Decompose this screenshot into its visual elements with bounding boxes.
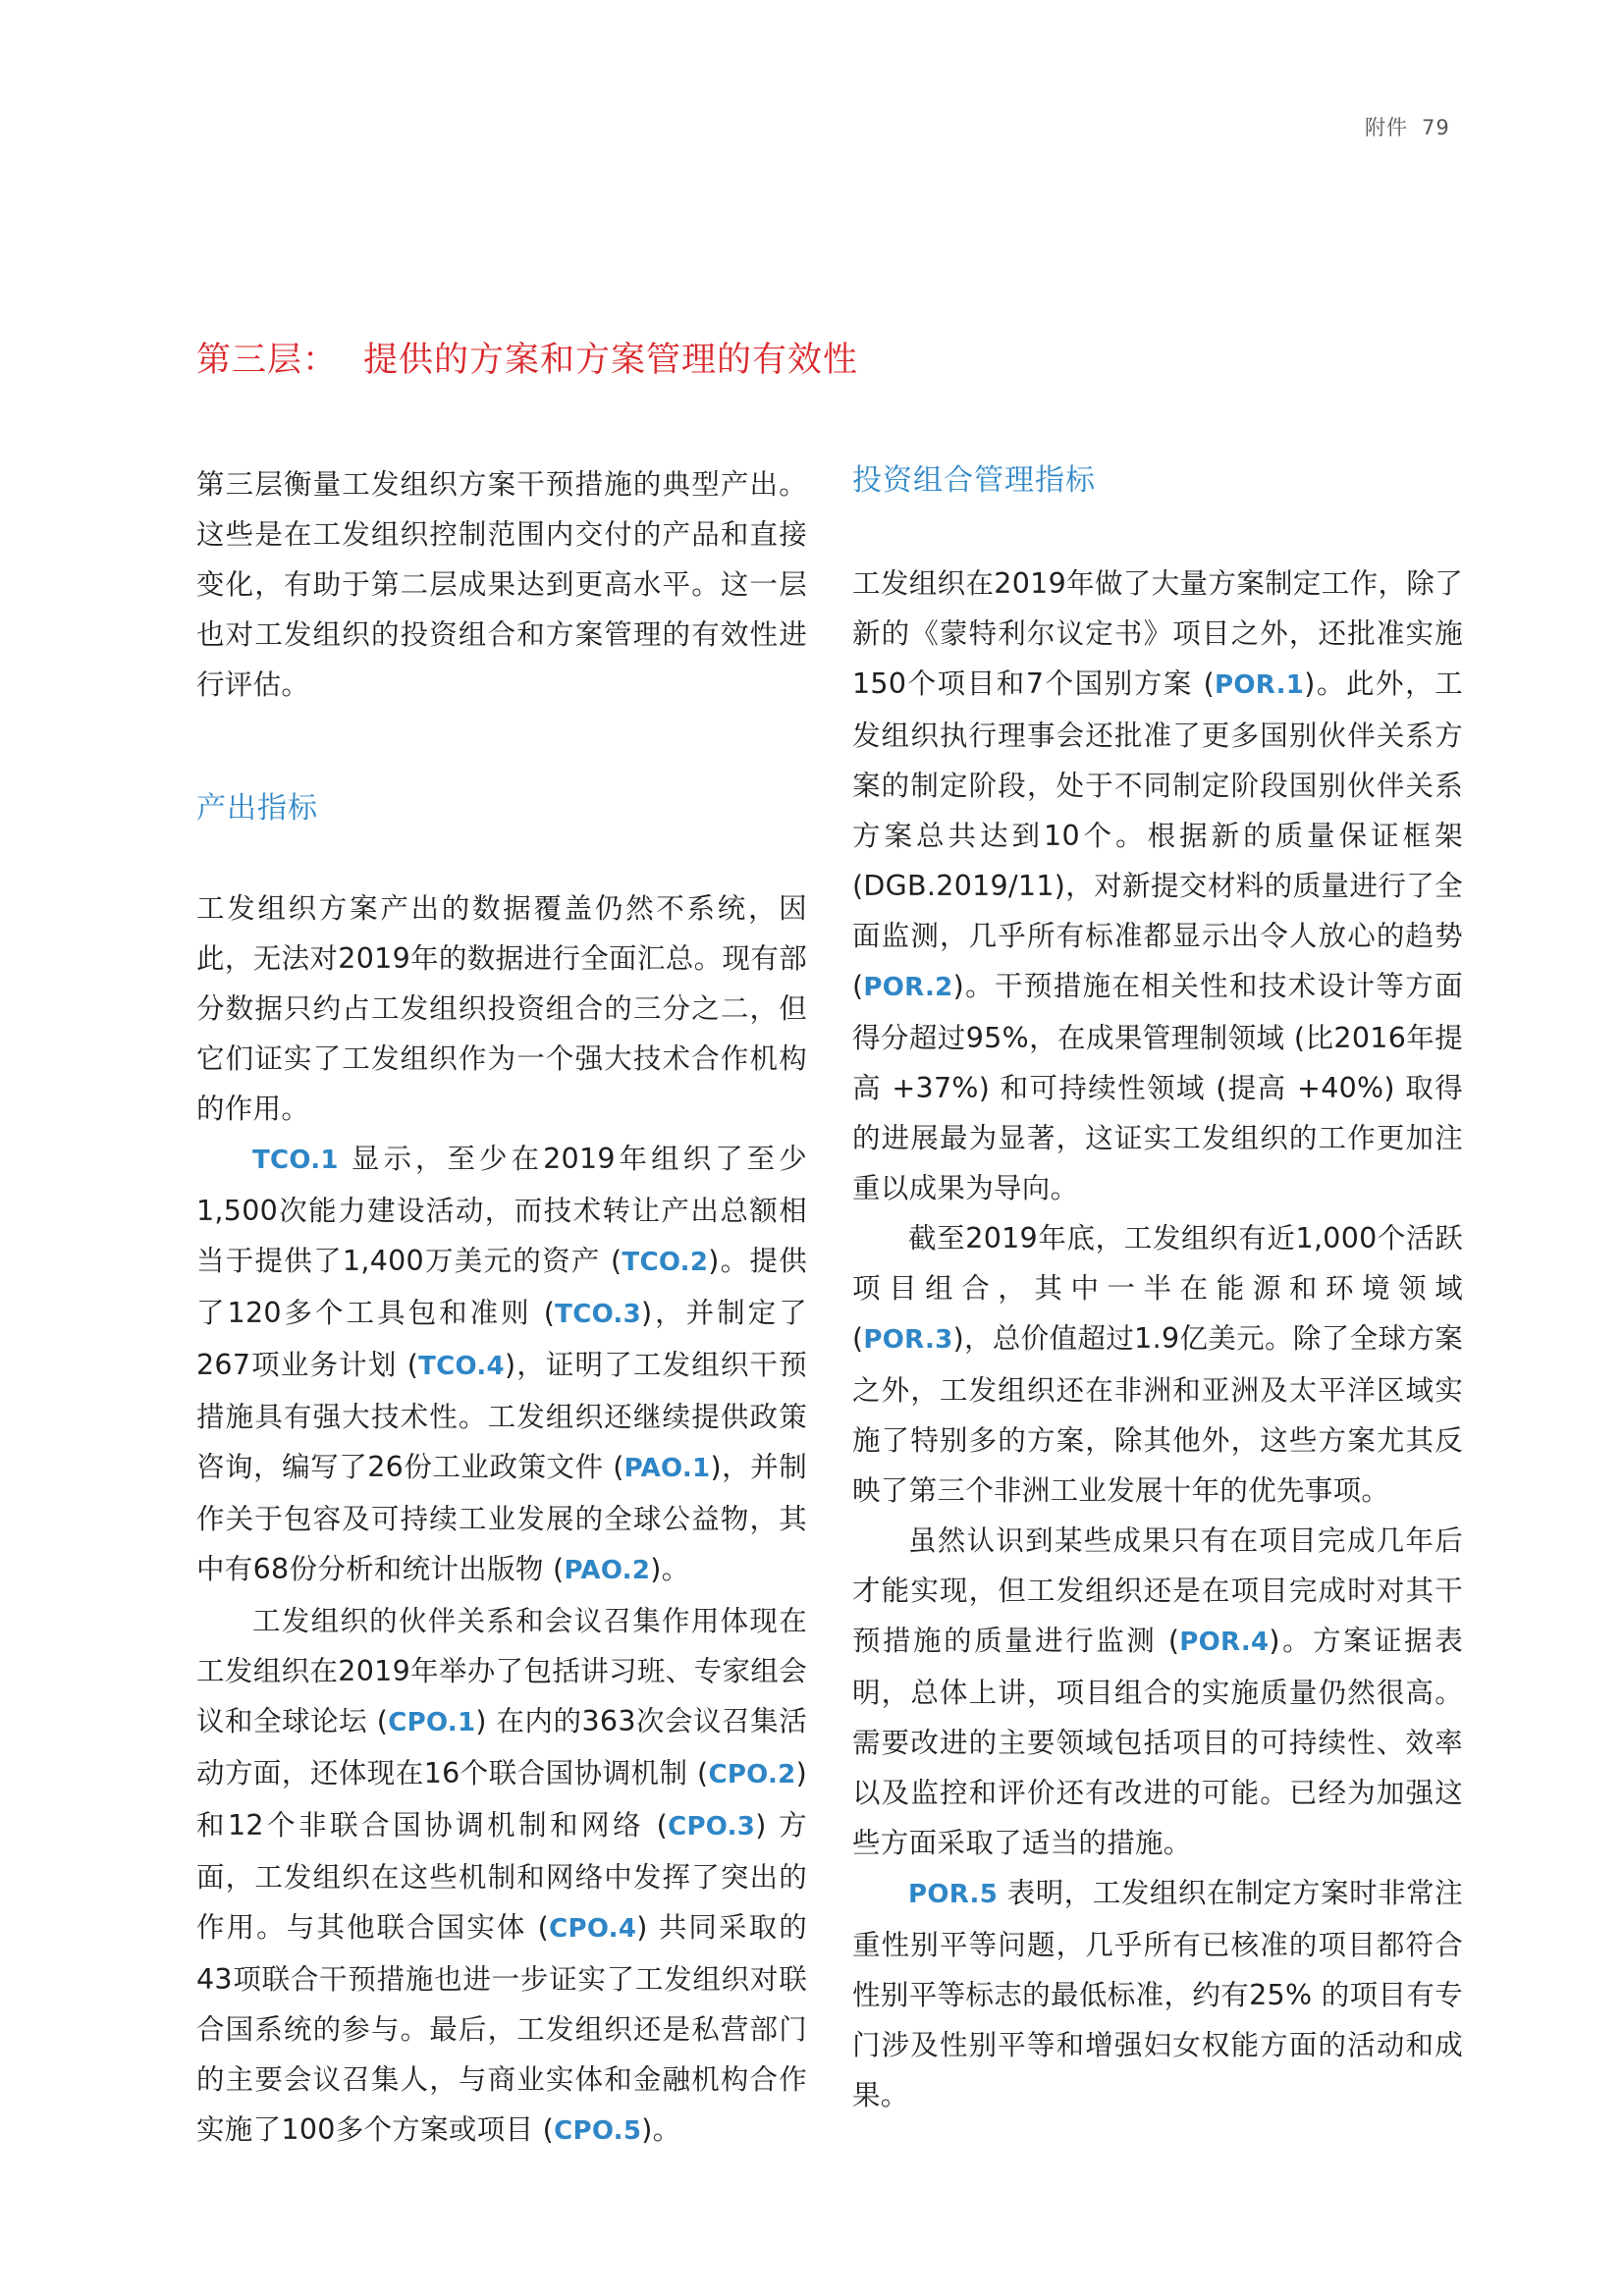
output-paragraph-1: 工发组织方案产出的数据覆盖仍然不系统，因此，无法对2019年的数据进行全面汇总。现有部分数据只约占工发组织投资组合的三分之二，但它们证实了工发组织作为一个强大技术合作机构的作用。 [196,892,807,1125]
indicator-ref: POR.3 [863,1325,953,1355]
indicator-ref: CPO.2 [708,1760,796,1789]
indicator-ref: PAO.1 [623,1454,711,1483]
indicator-ref: CPO.1 [388,1708,476,1737]
left-column [196,459,807,2157]
portfolio-indicators-heading: 投资组合管理指标 [852,463,1096,498]
indicator-ref: CPO.5 [554,2116,642,2146]
indicator-ref: POR.4 [1179,1628,1270,1657]
output-paragraph-3: 工发组织的伙伴关系和会议召集作用体现在工发组织在2019年举办了包括讲习班、专家组会议和全球论坛 (CPO.1) 在内的363次会议召集活动方面，还体现在16个联合国协调机制 (CPO.2) 和12个非联合国协调机制和网络 (CPO.3) 方面，工发组织在这些机制和网络中发挥了突出的作用。与其他联合国实体 (CPO.4) 共同采取的43项联合干预措施也进一步证实了工发组织对联合国系统的参与。最后，工发组织还是私营部门的主要会议召集人，与商业实体和金融机构合作实施了100多个方案或项目 (CPO.5)。 [196,1605,807,2146]
page-title [196,333,858,382]
indicator-ref: PAO.2 [564,1556,651,1585]
header-section-label: 附件 [1365,116,1408,139]
right-column [852,459,1463,2120]
title-tier-label: 第三层： [196,341,339,380]
indicator-ref: TCO.3 [555,1300,641,1329]
intro-paragraph: 第三层衡量工发组织方案干预措施的典型产出。这些是在工发组织控制范围内交付的产品和直接变化，有助于第二层成果达到更高水平。这一层也对工发组织的投资组合和方案管理的有效性进行评估。 [196,468,807,701]
output-paragraph-2: TCO.1 显示，至少在2019年组织了至少1,500次能力建设活动，而技术转让产出总额相当于提供了1,400万美元的资产 (TCO.2)。提供了120多个工具包和准则 (TCO.3)，并制定了267项业务计划 (TCO.4)，证明了工发组织干预措施具有强大技术性。工发组织还继续提供政策咨询，编写了26份工业政策文件 (PAO.1)，并制作关于包容及可持续工业发展的全球公益物，其中有68份分析和统计出版物 (PAO.2)。 [196,1143,808,1585]
portfolio-paragraph-4: POR.5 表明，工发组织在制定方案时非常注重性别平等问题，几乎所有已核准的项目都符合性别平等标志的最低标准，约有25% 的项目有专门涉及性别平等和增强妇女权能方面的活动和成果。 [852,1877,1463,2111]
indicator-ref: TCO.2 [622,1248,709,1277]
indicator-ref: TCO.4 [418,1352,505,1381]
indicator-ref: POR.2 [863,973,953,1002]
running-header [1365,112,1473,141]
output-indicators-heading: 产出指标 [196,791,318,826]
indicator-ref: CPO.4 [549,1914,637,1944]
portfolio-paragraph-1: 工发组织在2019年做了大量方案制定工作，除了新的《蒙特利尔议定书》项目之外，还批准实施150个项目和7个国别方案 (POR.1)。此外，工发组织执行理事会还批准了更多国别伙伴关系方案的制定阶段，处于不同制定阶段国别伙伴关系方案总共达到10个。根据新的质量保证框架 (DGB.2019/11)，对新提交材料的质量进行了全面监测，几乎所有标准都显示出令人放心的趋势 (POR.2)。干预措施在相关性和技术设计等方面得分超过95%，在成果管理制领域 (比2016年提高 +37%) 和可持续性领域 (提高 +40%) 取得的进展最为显著，这证实工发组织的工作更加注重以成果为导向。 [852,567,1463,1204]
title-text: 提供的方案和方案管理的有效性 [363,341,859,380]
indicator-ref: POR.5 [908,1880,999,1909]
portfolio-paragraph-3: 虽然认识到某些成果只有在项目完成几年后才能实现，但工发组织还是在项目完成时对其干预措施的质量进行监测 (POR.4)。方案证据表明，总体上讲，项目组合的实施质量仍然很高。需要改进的主要领域包括项目的可持续性、效率以及监控和评价还有改进的可能。已经为加强这些方面采取了适当的措施。 [852,1524,1463,1859]
indicator-ref: CPO.3 [668,1812,756,1842]
portfolio-paragraph-2: 截至2019年底，工发组织有近1,000个活跃项目组合，其中一半在能源和环境领域 (POR.3)，总价值超过1.9亿美元。除了全球方案之外，工发组织还在非洲和亚洲及太平洋区域实施了特别多的方案，除其他外，这些方案尤其反映了第三个非洲工业发展十年的优先事项。 [852,1222,1463,1507]
indicator-ref: TCO.1 [252,1146,339,1175]
indicator-ref: POR.1 [1215,670,1305,700]
page-number: 79 [1422,116,1450,139]
